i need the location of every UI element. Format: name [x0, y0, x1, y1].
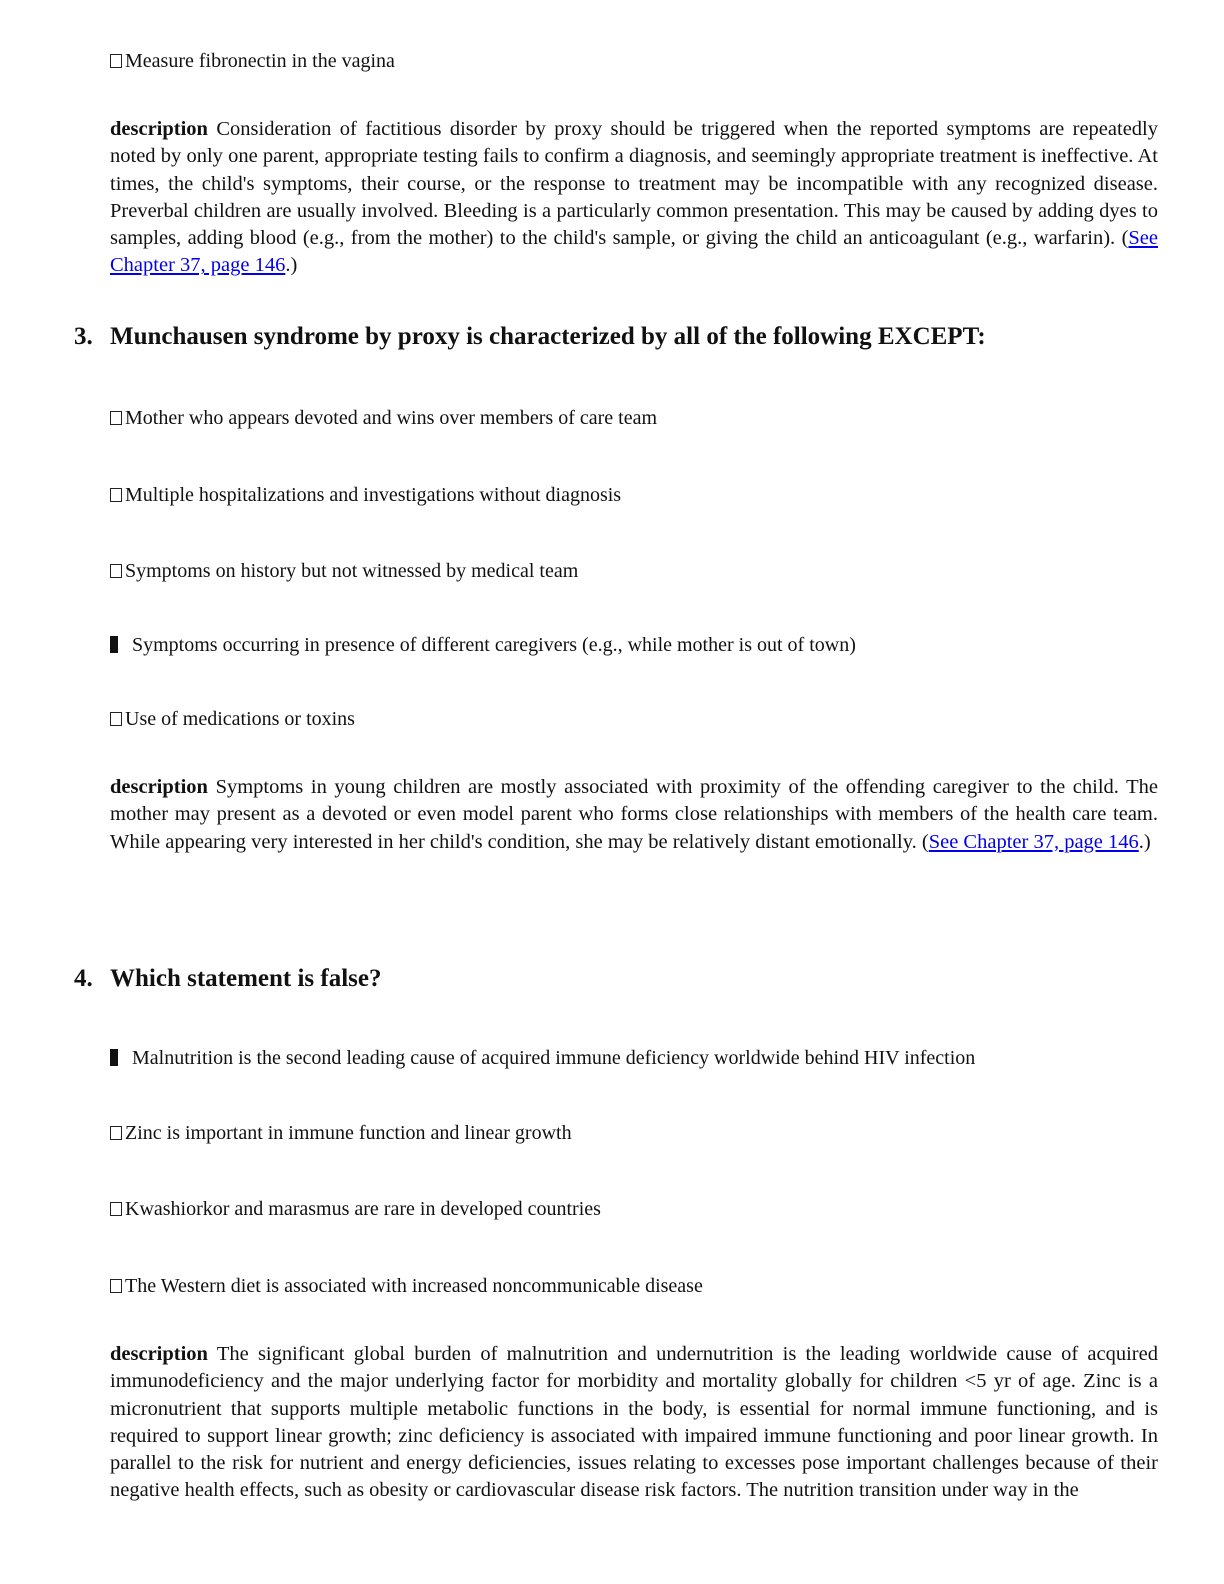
- option-text: Mother who appears devoted and wins over members of care team: [125, 407, 658, 429]
- link-open: (: [921, 830, 929, 853]
- q3-number: 3.: [74, 323, 93, 350]
- option-text: Symptoms on history but not witnessed by medical team: [125, 560, 579, 582]
- checkbox-empty-icon[interactable]: [110, 488, 122, 502]
- checkbox-empty-icon[interactable]: [110, 411, 122, 425]
- checkbox-empty-icon[interactable]: [110, 1279, 122, 1293]
- option-text: Use of medications or toxins: [125, 708, 355, 730]
- q3-option-5[interactable]: [110, 707, 355, 731]
- description-label: description: [110, 776, 208, 798]
- q2-description: [110, 116, 1158, 280]
- q3-option-3[interactable]: [110, 559, 578, 583]
- q4-description: [110, 1341, 1158, 1505]
- q4-option-3[interactable]: [110, 1197, 601, 1221]
- q4-option-4[interactable]: [110, 1274, 703, 1298]
- chapter-link[interactable]: See Chapter 37, page 146: [110, 227, 1158, 277]
- q4-option-1[interactable]: [110, 1046, 975, 1070]
- link-close: .): [285, 254, 298, 277]
- checkbox-empty-icon[interactable]: [110, 712, 122, 726]
- checkbox-empty-icon[interactable]: [110, 564, 122, 578]
- option-text: Symptoms occurring in presence of different caregivers (e.g., while mother is out of town): [132, 634, 856, 656]
- q3-description: [110, 774, 1158, 856]
- chapter-link[interactable]: See Chapter 37, page 146: [928, 830, 1139, 853]
- link-close: .): [1138, 830, 1151, 853]
- selected-marker-icon[interactable]: [110, 1049, 118, 1066]
- link-open: (: [1121, 227, 1129, 250]
- option-text: Measure fibronectin in the vagina: [125, 50, 395, 72]
- description-text: The significant global burden of malnutrition and undernutrition is the leading worldwide cause of acquired immunodeficiency and the major underlying factor for morbidity and mortality globally for children <5 yr of age. Zinc is a micronutrient that supports multiple metabolic functions in the body, is essential for normal immune functioning, and is required to support linear growth; zinc deficiency is associated with impaired immune functioning and poor linear growth. In parallel to the risk for nutrient and energy deficiencies, issues relating to excesses pose important challenges because of their negative health effects, such as obesity or cardiovascular disease risk factors. The nutrition transition under way in the: [110, 1343, 1158, 1502]
- option-text: Multiple hospitalizations and investigations without diagnosis: [125, 484, 622, 506]
- checkbox-empty-icon[interactable]: [110, 1126, 122, 1140]
- description-label: description: [110, 1343, 208, 1365]
- checkbox-empty-icon[interactable]: [110, 1202, 122, 1216]
- q4-number: 4.: [74, 965, 93, 992]
- option-text: Kwashiorkor and marasmus are rare in developed countries: [125, 1198, 601, 1220]
- q3-question: Munchausen syndrome by proxy is characterized by all of the following EXCEPT:: [110, 323, 986, 350]
- option-text: The Western diet is associated with increased noncommunicable disease: [125, 1275, 703, 1297]
- q3-option-4[interactable]: [110, 633, 856, 657]
- checkbox-empty-icon[interactable]: [110, 54, 122, 68]
- q4-option-2[interactable]: [110, 1121, 572, 1145]
- option-text: Malnutrition is the second leading cause of acquired immune deficiency worldwide behind HIV infection: [132, 1047, 976, 1069]
- q3-option-2[interactable]: [110, 483, 621, 507]
- selected-marker-icon[interactable]: [110, 636, 118, 653]
- q4-question: Which statement is false?: [110, 965, 382, 992]
- description-text: Symptoms in young children are mostly associated with proximity of the offending caregiver to the child. The mother may present as a devoted or even model parent who forms close relationships with members of the health care team. While appearing very interested in her child's condition, she may be relatively distant emotionally.: [110, 776, 1158, 853]
- q3-option-1[interactable]: [110, 406, 657, 430]
- description-label: description: [110, 118, 208, 140]
- option-text: Zinc is important in immune function and linear growth: [125, 1122, 572, 1144]
- q2-option-1[interactable]: [110, 49, 395, 73]
- description-text: Consideration of factitious disorder by proxy should be triggered when the reported symptoms are repeatedly noted by only one parent, appropriate testing fails to confirm a diagnosis, and seemingly appropriate treatment is ineffective. At times, the child's symptoms, their course, or the response to treatment may be incompatible with any recognized disease. Preverbal children are usually involved. Bleeding is a particularly common presentation. This may be caused by adding dyes to samples, adding blood (e.g., from the mother) to the child's sample, or giving the child an anticoagulant (e.g., warfarin).: [110, 118, 1158, 250]
